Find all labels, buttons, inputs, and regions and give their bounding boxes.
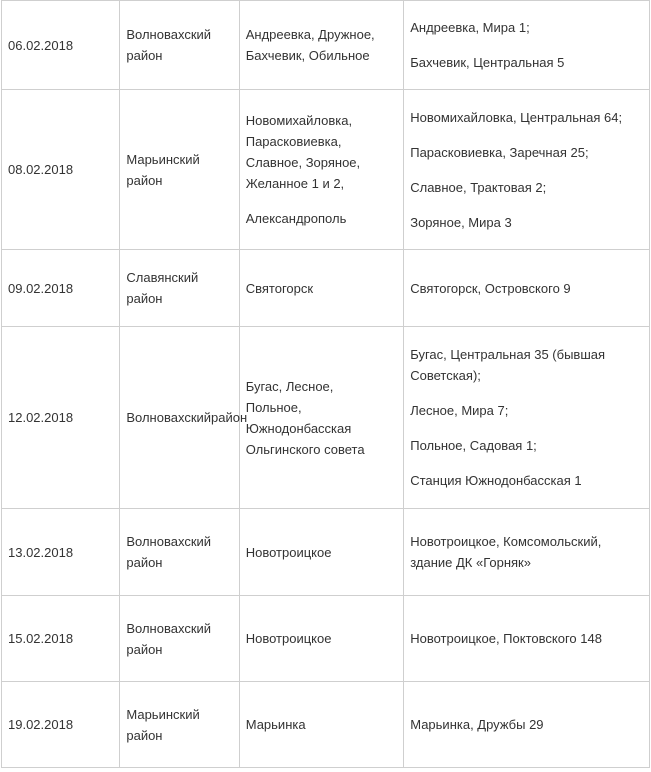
district-line: Волновахский (126, 27, 212, 42)
villages-cell (239, 90, 404, 250)
date-cell: 06.02.2018 (2, 1, 120, 90)
address-line: здание ДК «Горняк» (410, 555, 531, 570)
district-line: Славянский (126, 270, 199, 285)
district-cell (120, 509, 239, 596)
district-cell (120, 250, 239, 327)
district-line: район (126, 291, 163, 306)
address-item: Андреевка, Мира 1; (410, 20, 530, 35)
table-row (2, 327, 650, 509)
table-row (2, 682, 650, 768)
address-cell (404, 596, 650, 682)
address-item: Новомихайловка, Центральная 64; (410, 109, 623, 125)
villages-cell (239, 1, 404, 90)
address-item (410, 344, 643, 386)
villages-cell (239, 250, 404, 327)
address-line: Новотроицкое, Комсомольский, (410, 534, 602, 549)
village-line: Славное, Зоряное, (245, 155, 361, 170)
district-line: Волновахскийрайон (126, 410, 248, 425)
address-item: Лесное, Мира 7; (410, 403, 509, 418)
date-cell: 19.02.2018 (2, 682, 120, 768)
district-line: район (126, 48, 163, 63)
schedule-table (1, 0, 650, 768)
table-row (2, 509, 650, 596)
villages-cell (239, 327, 404, 509)
address-item: Польное, Садовая 1; (410, 438, 537, 453)
village-line: Южнодонбасская (245, 420, 352, 436)
address-item: Славное, Трактовая 2; (410, 179, 547, 195)
village-line: Бахчевик, Обильное (245, 48, 370, 63)
date-cell: 12.02.2018 (2, 327, 120, 509)
date-cell: 15.02.2018 (2, 596, 120, 682)
date-cell: 13.02.2018 (2, 509, 120, 596)
district-cell (120, 90, 239, 250)
address-item: Новотроицкое, Поктовского 148 (410, 631, 602, 646)
table-row (2, 90, 650, 250)
address-item: Парасковиевка, Заречная 25; (410, 144, 589, 160)
address-cell (404, 509, 650, 596)
villages-cell (239, 509, 404, 596)
village-line: Святогорск (245, 280, 314, 296)
district-line: Волновахский (126, 534, 212, 549)
address-line: Бугас, Центральная 35 (бывшая (410, 347, 606, 362)
address-item: Зоряное, Мира 3 (410, 214, 512, 230)
address-cell (404, 1, 650, 90)
district-cell (120, 596, 239, 682)
village-line: Александрополь (245, 211, 347, 226)
district-line: район (126, 172, 163, 188)
address-cell (404, 327, 650, 509)
villages-cell (239, 596, 404, 682)
address-item: Святогорск, Островского 9 (410, 280, 571, 296)
address-item: Бахчевик, Центральная 5 (410, 55, 565, 70)
village-line: Андреевка, Дружное, (245, 27, 375, 42)
village-line: Новотроицкое (245, 631, 332, 646)
district-cell (120, 1, 239, 90)
village-line: Бугас, Лесное, (245, 378, 334, 394)
villages-cell (239, 682, 404, 768)
date-cell: 09.02.2018 (2, 250, 120, 327)
district-line: Марьинский (126, 151, 200, 167)
district-line: Марьинский (126, 706, 200, 722)
district-cell (120, 682, 239, 768)
address-item: Марьинка, Дружбы 29 (410, 717, 544, 732)
table-row (2, 1, 650, 90)
village-line: Желанное 1 и 2, (245, 176, 345, 191)
district-cell (120, 327, 248, 509)
village-line: Ольгинского совета (245, 441, 365, 457)
district-line: район (126, 727, 163, 743)
district-line: район (126, 555, 163, 570)
village-line: Парасковиевка, (245, 134, 342, 149)
address-item: Станция Южнодонбасская 1 (410, 473, 582, 488)
village-line: Марьинка (245, 717, 306, 732)
district-line: район (126, 641, 163, 657)
address-cell (404, 90, 650, 250)
table-row (2, 596, 650, 682)
address-cell (404, 250, 650, 327)
address-cell (404, 682, 650, 768)
table-row (2, 250, 650, 327)
village-line: Новомихайловка, (245, 113, 353, 128)
address-line: Советская); (410, 368, 481, 383)
date-cell: 08.02.2018 (2, 90, 120, 250)
district-line: Волновахский (126, 620, 212, 636)
village-line: Польное, (245, 399, 302, 415)
village-line: Новотроицкое (245, 544, 332, 560)
